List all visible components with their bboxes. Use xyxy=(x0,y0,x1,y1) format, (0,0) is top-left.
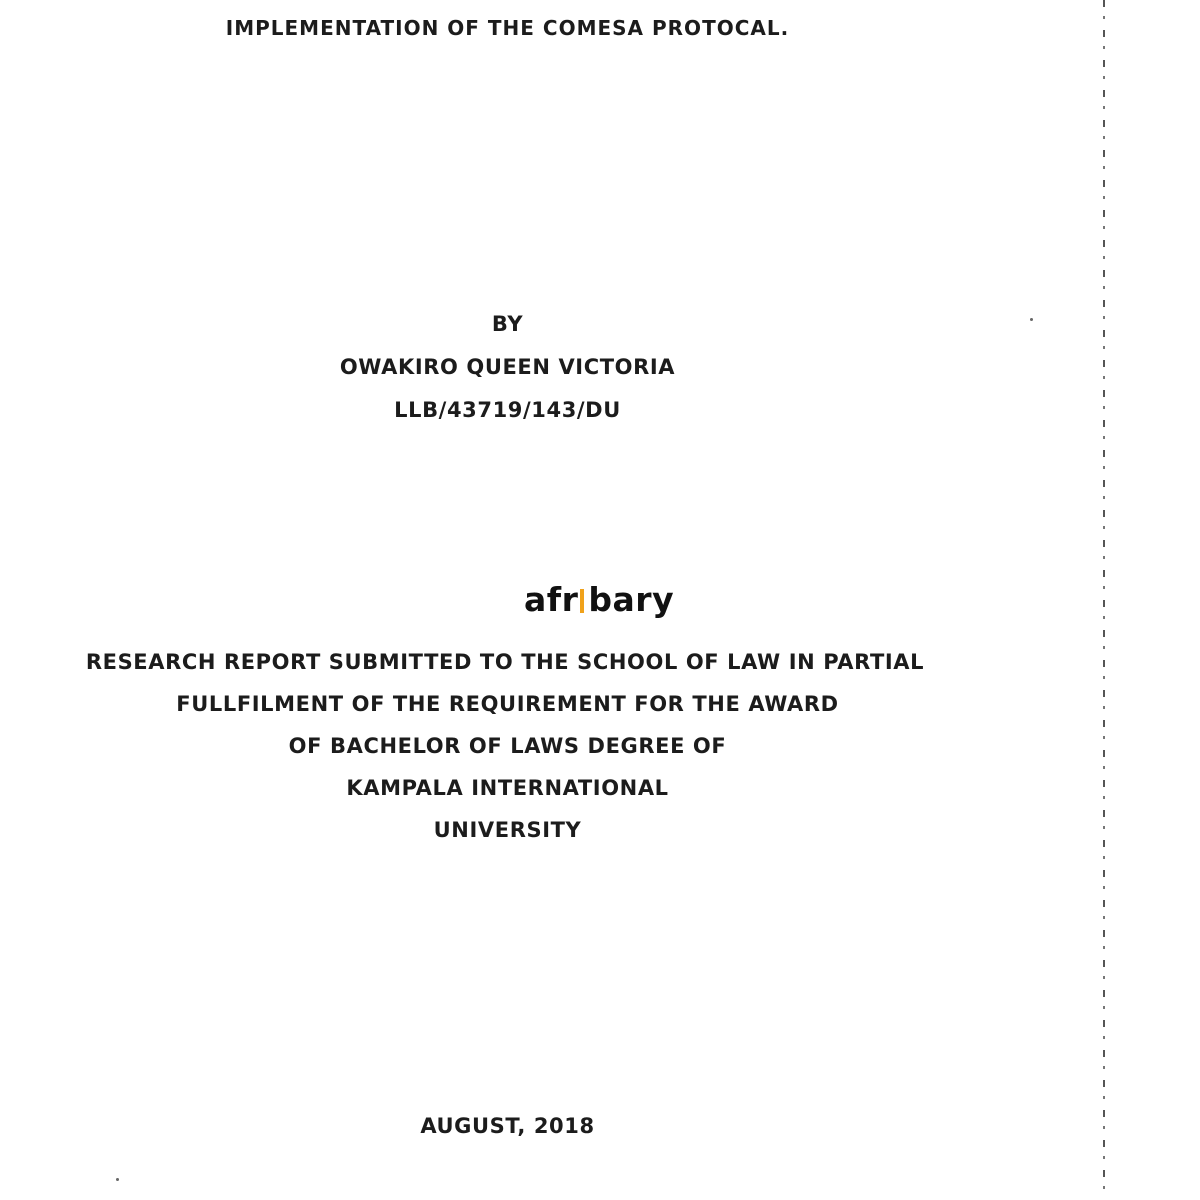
submission-line-1: RESEARCH REPORT SUBMITTED TO THE SCHOOL OF LAW IN PARTIAL xyxy=(85,650,925,674)
logo-text-right: bary xyxy=(588,580,675,619)
afribary-watermark-logo xyxy=(524,580,674,619)
submission-line-2: FULLFILMENT OF THE REQUIREMENT FOR THE AWARD xyxy=(176,692,839,716)
title-line: IMPLEMENTATION OF THE COMESA PROTOCAL. xyxy=(225,16,790,40)
author-name: OWAKIRO QUEEN VICTORIA xyxy=(339,355,676,379)
submission-line-3: OF BACHELOR OF LAWS DEGREE OF xyxy=(288,734,727,758)
submission-line-5: UNIVERSITY xyxy=(433,818,582,842)
scan-speck xyxy=(1030,318,1033,321)
book-spine-mark-icon xyxy=(580,589,584,613)
submission-date: AUGUST, 2018 xyxy=(420,1114,595,1138)
scan-speck xyxy=(116,1178,119,1181)
logo-text-left: afr xyxy=(524,580,579,619)
registration-number: LLB/43719/143/DU xyxy=(394,398,621,422)
by-label: BY xyxy=(491,312,524,336)
scan-edge-dashed-line xyxy=(1103,0,1105,1200)
submission-line-4: KAMPALA INTERNATIONAL xyxy=(346,776,669,800)
